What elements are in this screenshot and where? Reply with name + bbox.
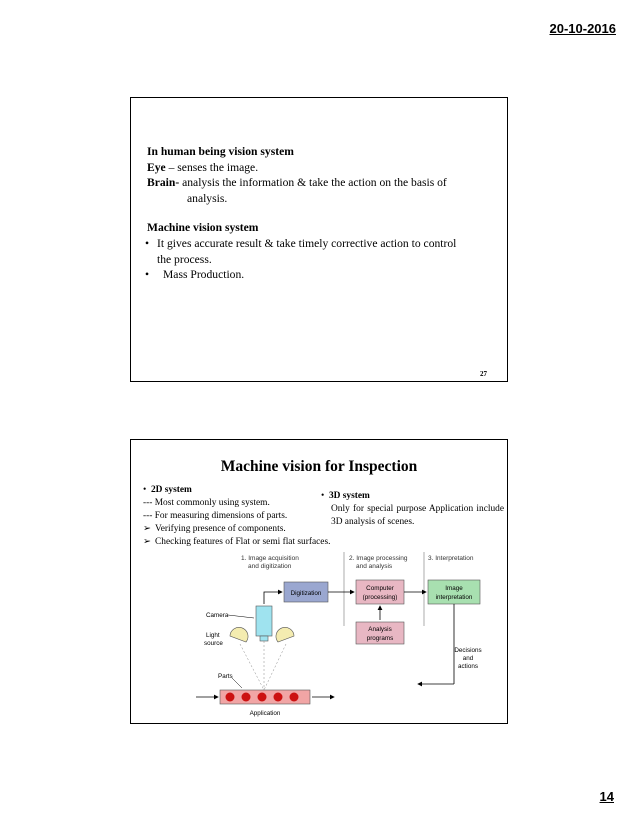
bullet-text: Mass Production. xyxy=(163,268,245,282)
3d-system-block xyxy=(321,490,504,529)
decisions-label-3: actions xyxy=(458,663,478,670)
3d-heading-line xyxy=(321,490,504,503)
bullet-mass-production xyxy=(147,267,497,283)
bullet-text: It gives accurate result & take timely corrective action to control xyxy=(157,236,457,250)
light-ray xyxy=(264,644,286,690)
bullet-marker: • xyxy=(145,236,150,250)
computer-label-1: Computer xyxy=(366,585,394,592)
2d-heading-line xyxy=(143,484,335,497)
human-vision-heading: In human being vision system xyxy=(147,145,294,158)
2d-line-1: --- Most commonly using system. xyxy=(143,498,270,508)
brain-text: analysis the information & take the action on the basis of xyxy=(179,176,447,190)
parts-pointer xyxy=(232,678,242,688)
part-icon xyxy=(258,693,267,702)
slide1-body xyxy=(147,144,497,283)
eye-label: Eye xyxy=(147,160,166,174)
analysis-label-1: Analysis xyxy=(368,626,392,633)
stage2-label-1: 2. Image processing xyxy=(349,555,408,562)
brain-line xyxy=(147,175,497,191)
bullet-accurate-result-cont: the process. xyxy=(157,252,212,266)
header-date: 20-10-2016 xyxy=(549,21,616,36)
light-ray xyxy=(240,644,264,690)
part-icon xyxy=(226,693,235,702)
bullet-accurate-result xyxy=(147,236,497,252)
stage1-label-1: 1. Image acquisition xyxy=(241,555,299,562)
arrow-bullet-icon: ➢ xyxy=(143,524,151,534)
light-label-1: Light xyxy=(206,632,220,639)
camera-lens-icon xyxy=(260,636,268,641)
computer-label-2: (processing) xyxy=(362,594,398,601)
analysis-label-2: programs xyxy=(366,635,394,642)
decisions-label-1: Decisions xyxy=(454,647,482,654)
light-label-2: source xyxy=(204,640,223,647)
slide-machine-vision-inspection xyxy=(130,439,508,724)
2d-heading: 2D system xyxy=(150,485,192,495)
brain-text-cont: analysis. xyxy=(187,191,228,205)
slide-number: 27 xyxy=(480,370,487,378)
application-label: Application xyxy=(249,710,281,717)
stage1-label-2: and digitization xyxy=(248,563,292,570)
2d-item-2 xyxy=(143,536,335,549)
part-icon xyxy=(274,693,283,702)
light-source-right-icon xyxy=(276,627,294,642)
2d-item-text: Verifying presence of components. xyxy=(155,524,286,534)
camera-icon xyxy=(256,606,272,636)
eye-line xyxy=(147,160,497,176)
light-source-left-icon xyxy=(230,627,248,642)
machine-vision-heading: Machine vision system xyxy=(147,221,259,235)
eye-text: – senses the image. xyxy=(165,160,259,174)
digitization-label: Digitization xyxy=(290,590,322,597)
arrow-bullet-icon: ➢ xyxy=(143,537,151,547)
brain-label: Brain- xyxy=(147,176,180,190)
arrow-camera-digitization xyxy=(264,592,282,604)
page-number: 14 xyxy=(599,789,614,804)
part-icon xyxy=(242,693,251,702)
machine-vision-diagram xyxy=(166,552,506,720)
parts-label: Parts xyxy=(218,673,233,680)
slide-human-vs-machine xyxy=(130,97,508,382)
interpretation-label-1: Image xyxy=(445,585,463,592)
3d-description: Only for special purpose Application include 3D analysis of scenes. xyxy=(331,504,504,527)
3d-heading: 3D system xyxy=(328,491,370,501)
slide-title: Machine vision for Inspection xyxy=(220,458,418,475)
2d-line-2: --- For measuring dimensions of parts. xyxy=(143,511,288,521)
bullet-marker: • xyxy=(145,268,150,282)
bullet-marker: • xyxy=(143,485,147,495)
bullet-marker: • xyxy=(321,491,325,501)
part-icon xyxy=(290,693,299,702)
camera-pointer xyxy=(228,615,254,618)
interpretation-label-2: interpretation xyxy=(435,594,473,601)
2d-system-block xyxy=(143,484,335,549)
camera-label: Camera xyxy=(206,612,229,619)
decisions-label-2: and xyxy=(462,655,474,662)
stage2-label-2: and analysis xyxy=(356,563,393,570)
2d-item-text: Checking features of Flat or semi flat surfaces. xyxy=(155,537,331,547)
2d-item-1 xyxy=(143,523,335,536)
stage3-label: 3. Interpretation xyxy=(428,555,474,562)
